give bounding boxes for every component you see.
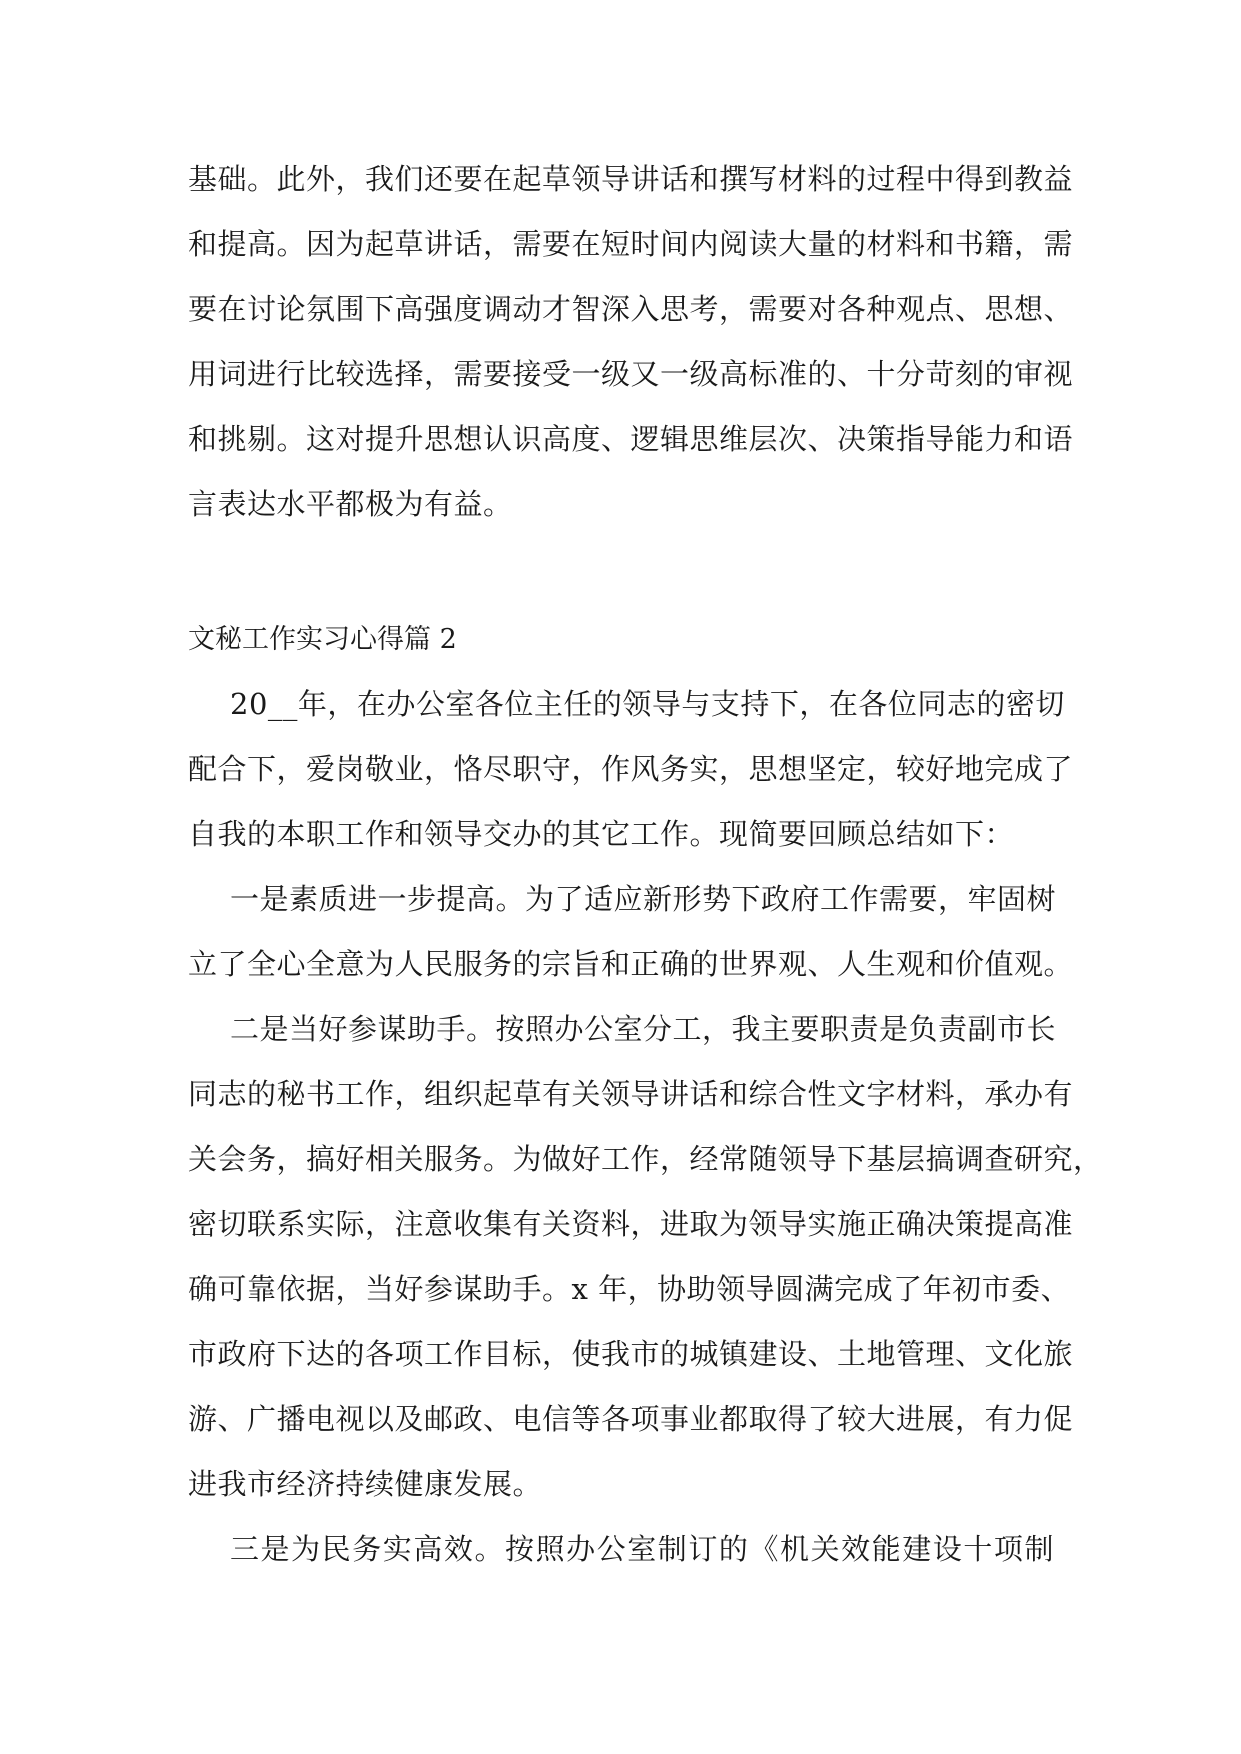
paragraph-line: 进我市经济持续健康发展。 (188, 1467, 543, 1501)
paragraph-line: 游、广播电视以及邮政、电信等各项事业都取得了较大进展，有力促 (188, 1402, 1074, 1436)
paragraph-line: 密切联系实际，注意收集有关资料，进取为领导实施正确决策提高准 (188, 1207, 1074, 1241)
paragraph-line: 市政府下达的各项工作目标，使我市的城镇建设、土地管理、文化旅 (188, 1337, 1074, 1371)
paragraph-line: 二是当好参谋助手。按照办公室分工，我主要职责是负责副市长 (230, 1012, 1057, 1046)
paragraph-line: 自我的本职工作和领导交办的其它工作。现简要回顾总结如下： (188, 817, 1015, 851)
paragraph-line: 一是素质进一步提高。为了适应新形势下政府工作需要，牢固树 (230, 882, 1057, 916)
section-heading: 文秘工作实习心得篇 2 (188, 624, 457, 655)
paragraph-line: 配合下，爱岗敬业，恪尽职守，作风务实，思想坚定，较好地完成了 (188, 752, 1074, 786)
paragraph-line: 用词进行比较选择，需要接受一级又一级高标准的、十分苛刻的审视 (188, 357, 1074, 391)
paragraph-line: 基础。此外，我们还要在起草领导讲话和撰写材料的过程中得到教益 (188, 162, 1074, 196)
paragraph-line: 关会务，搞好相关服务。为做好工作，经常随领导下基层搞调查研究， (188, 1142, 1103, 1176)
paragraph-line: 20__年，在办公室各位主任的领导与支持下，在各位同志的密切 (230, 687, 1065, 721)
paragraph-line: 立了全心全意为人民服务的宗旨和正确的世界观、人生观和价值观。 (188, 947, 1074, 981)
paragraph-line: 言表达水平都极为有益。 (188, 487, 513, 521)
paragraph-line: 要在讨论氛围下高强度调动才智深入思考，需要对各种观点、思想、 (188, 292, 1074, 326)
paragraph-line: 三是为民务实高效。按照办公室制订的《机关效能建设十项制 (230, 1532, 1054, 1566)
paragraph-line: 确可靠依据，当好参谋助手。x 年，协助领导圆满完成了年初市委、 (188, 1272, 1071, 1306)
paragraph-line: 和提高。因为起草讲话，需要在短时间内阅读大量的材料和书籍，需 (188, 227, 1074, 261)
paragraph-line: 同志的秘书工作，组织起草有关领导讲话和综合性文字材料，承办有 (188, 1077, 1074, 1111)
paragraph-line: 和挑剔。这对提升思想认识高度、逻辑思维层次、决策指导能力和语 (188, 422, 1074, 456)
